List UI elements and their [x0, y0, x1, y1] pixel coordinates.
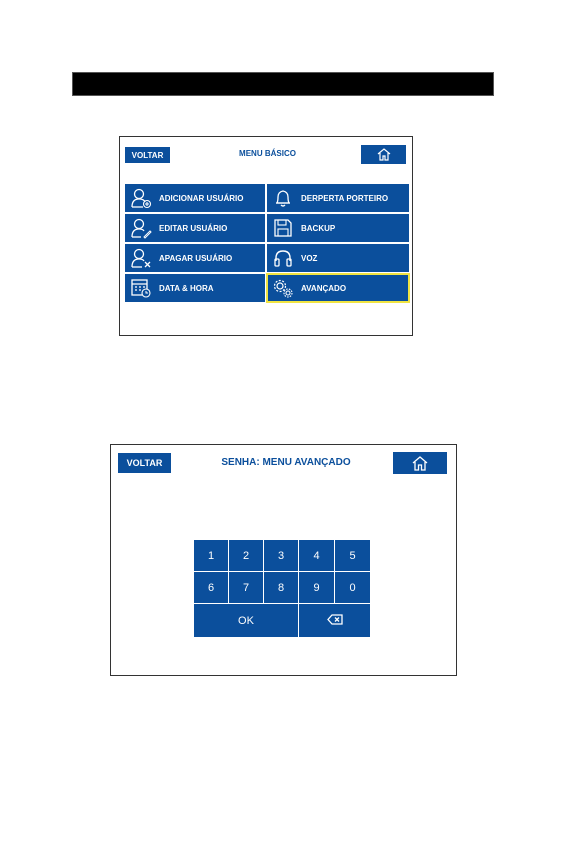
back-button[interactable]: VOLTAR — [118, 453, 171, 473]
menu-item-label: ADICIONAR USUÁRIO — [159, 193, 244, 203]
key-5[interactable]: 5 — [335, 540, 370, 572]
key-2[interactable]: 2 — [229, 540, 264, 572]
menu-item-label: VOZ — [301, 253, 318, 263]
home-icon — [377, 148, 391, 161]
user-edit-icon — [129, 216, 153, 240]
calendar-clock-icon — [129, 276, 153, 300]
key-3[interactable]: 3 — [264, 540, 299, 572]
menu-item-label: DERPERTA PORTEIRO — [301, 193, 389, 203]
key-8[interactable]: 8 — [264, 572, 299, 604]
menu-item-wake-doorman[interactable] — [267, 184, 409, 212]
menu-item-label: APAGAR USUÁRIO — [159, 253, 233, 263]
menu-item-backup[interactable] — [267, 214, 409, 242]
page-title: SENHA: MENU AVANÇADO — [221, 457, 351, 468]
menu-item-date-time[interactable] — [125, 274, 265, 302]
key-1[interactable]: 1 — [194, 540, 229, 572]
floppy-disk-icon — [271, 216, 295, 240]
header-black-bar — [72, 72, 494, 96]
user-add-icon — [129, 186, 153, 210]
menu-item-add-user[interactable] — [125, 184, 265, 212]
key-6[interactable]: 6 — [194, 572, 229, 604]
bell-icon — [271, 186, 295, 210]
page-title: MENU BÁSICO — [239, 149, 296, 158]
ok-button[interactable]: OK — [194, 604, 299, 637]
key-7[interactable]: 7 — [229, 572, 264, 604]
backspace-icon — [327, 614, 343, 628]
home-icon — [412, 456, 428, 471]
user-delete-icon — [129, 246, 153, 270]
menu-item-label: BACKUP — [301, 223, 336, 233]
key-4[interactable]: 4 — [299, 540, 335, 572]
numeric-keypad — [194, 540, 370, 637]
menu-item-delete-user[interactable] — [125, 244, 265, 272]
home-button[interactable] — [393, 452, 447, 474]
key-9[interactable]: 9 — [299, 572, 335, 604]
basic-menu-screen — [119, 136, 413, 336]
key-0[interactable]: 0 — [335, 572, 370, 604]
home-button[interactable] — [361, 145, 406, 164]
menu-item-label: DATA & HORA — [159, 283, 214, 293]
back-button[interactable]: VOLTAR — [125, 147, 170, 163]
menu-item-voice[interactable] — [267, 244, 409, 272]
gears-icon — [271, 276, 295, 300]
menu-item-edit-user[interactable] — [125, 214, 265, 242]
menu-item-label: AVANÇADO — [301, 283, 347, 293]
menu-item-advanced[interactable] — [267, 274, 409, 302]
headphones-icon — [271, 246, 295, 270]
password-screen — [110, 444, 457, 676]
menu-item-label: EDITAR USUÁRIO — [159, 223, 228, 233]
backspace-button[interactable] — [299, 604, 370, 637]
